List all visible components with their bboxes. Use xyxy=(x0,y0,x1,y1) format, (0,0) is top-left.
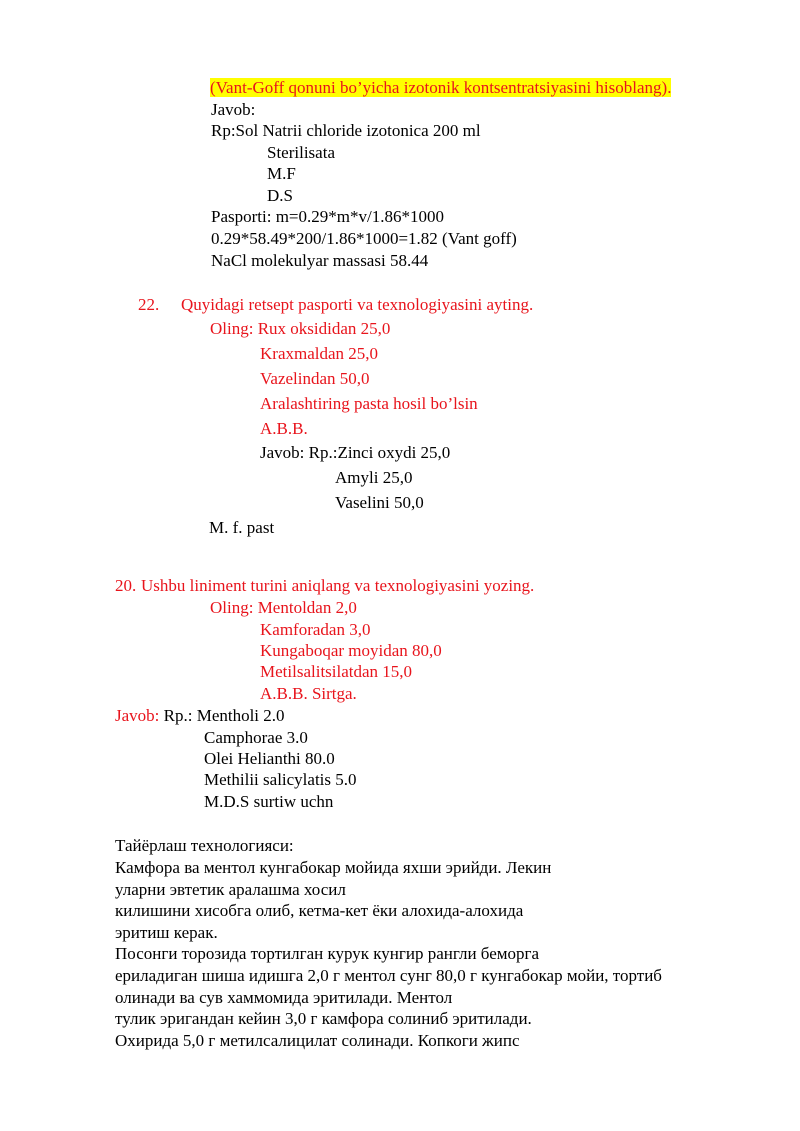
technology-line: уларни эвтетик аралашма хосил xyxy=(115,880,346,899)
section-22-item: Kraxmaldan 25,0 xyxy=(260,344,379,363)
technology-line: килишини хисобга олиб, кетма-кет ёки алохида-алохида xyxy=(115,901,524,920)
technology-heading: Тайёрлаш технологияси: xyxy=(115,836,294,855)
ds: D.S xyxy=(267,186,293,205)
section-22-title: Quyidagi retsept pasporti va texnologiyasini ayting. xyxy=(181,295,534,314)
technology-line: олинади ва сув хаммомида эритилади. Ментол xyxy=(115,988,453,1007)
section-22-amyli: Amyli 25,0 xyxy=(335,468,413,487)
passport-formula: Pasporti: m=0.29*m*v/1.86*1000 xyxy=(211,207,444,226)
technology-line: Камфора ва ментол кунгабокар мойида яхши эрийди. Лекин xyxy=(115,858,552,877)
technology-line: тулик эригандан кейин 3,0 г камфора солиниб эритилади. xyxy=(115,1009,532,1028)
sterilisata: Sterilisata xyxy=(267,143,335,162)
section-20-item: A.B.B. Sirtga. xyxy=(260,684,357,703)
section-20-oling: Oling: Mentoldan 2,0 xyxy=(210,598,357,617)
section-22-vaselini: Vaselini 50,0 xyxy=(335,493,424,512)
section-20-number: 20. xyxy=(115,576,137,595)
section-20-item: Kamforadan 3,0 xyxy=(260,620,371,639)
section-22-oling: Oling: Rux oksididan 25,0 xyxy=(210,319,391,338)
rp-line: Rp:Sol Natrii chloride izotonica 200 ml xyxy=(211,121,481,140)
section-20-camphorae: Camphorae 3.0 xyxy=(204,728,308,747)
section-20-title: Ushbu liniment turini aniqlang va texnologiyasini yozing. xyxy=(141,576,535,595)
mf: M.F xyxy=(267,164,296,183)
molar-mass: NaCl molekulyar massasi 58.44 xyxy=(211,251,429,270)
calculation: 0.29*58.49*200/1.86*1000=1.82 (Vant goff) xyxy=(211,229,517,248)
section-22-item: Vazelindan 50,0 xyxy=(260,369,370,388)
section-20-methilii: Methilii salicylatis 5.0 xyxy=(204,770,357,789)
section-20-answer-rp: Rp.: Mentholi 2.0 xyxy=(159,706,285,725)
section-22-mf-past: M. f. past xyxy=(209,518,275,537)
section-20-answer-label: Javob: xyxy=(115,706,160,725)
section-22-item: Aralashtiring pasta hosil bo’lsin xyxy=(260,394,478,413)
section-20-item: Metilsalitsilatdan 15,0 xyxy=(260,662,413,681)
answer-label: Javob: xyxy=(211,100,256,119)
section-20-item: Kungaboqar moyidan 80,0 xyxy=(260,641,442,660)
section-22-item: A.B.B. xyxy=(260,419,308,438)
section-20-mds: M.D.S surtiw uchn xyxy=(204,792,334,811)
task-highlight: (Vant-Goff qonuni bo’yicha izotonik kontsentratsiyasini hisoblang). xyxy=(210,78,672,97)
technology-line: эритиш керак. xyxy=(115,923,218,942)
section-20-olei: Olei Helianthi 80.0 xyxy=(204,749,335,768)
section-22-answer: Javob: Rp.:Zinci oxydi 25,0 xyxy=(260,443,451,462)
technology-line: ериладиган шиша идишга 2,0 г ментол сунг 80,0 г кунгабокар мойи, тортиб xyxy=(115,966,662,985)
section-22-number: 22. xyxy=(138,295,160,314)
technology-line: Охирида 5,0 г метилсалицилат солинади. Копкоги жипс xyxy=(115,1031,520,1050)
technology-line: Посонги торозида тортилган курук кунгир рангли беморга xyxy=(115,944,540,963)
